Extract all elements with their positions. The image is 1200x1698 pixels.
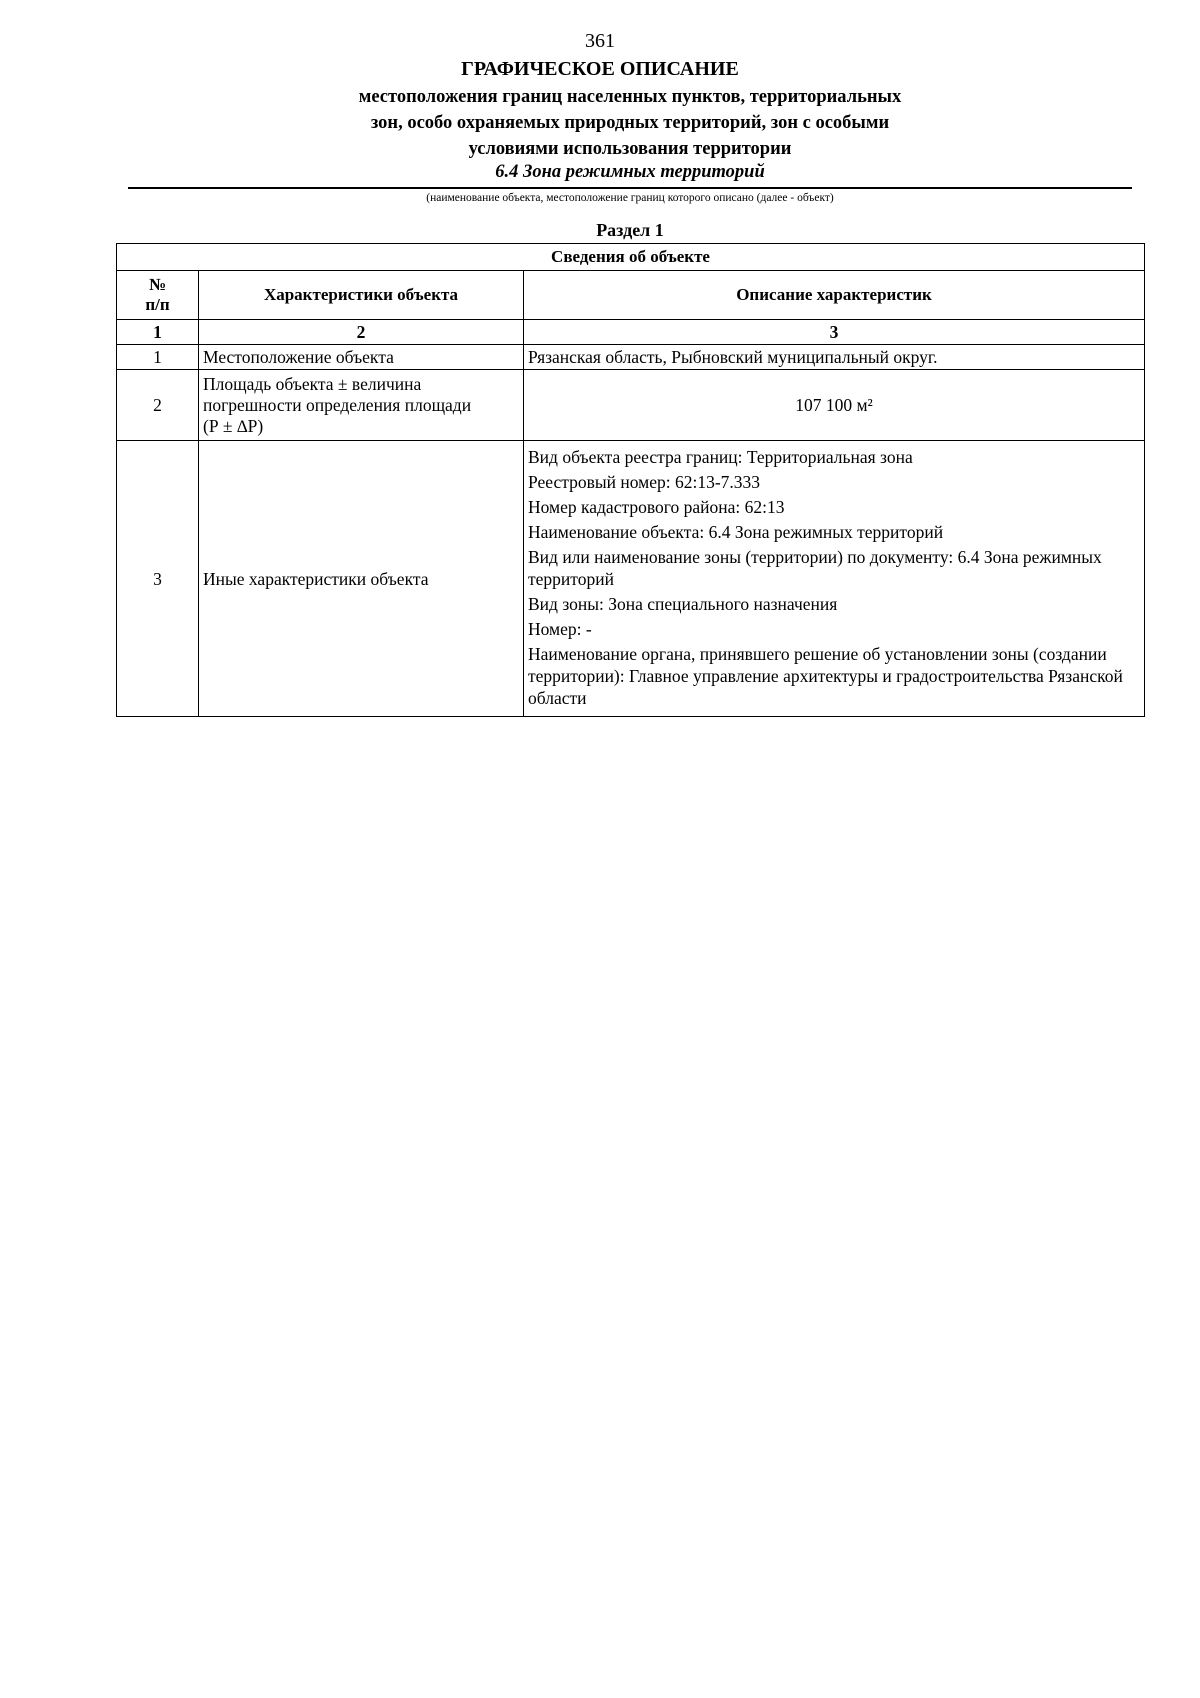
description-line: Вид зоны: Зона специального назначения	[528, 593, 838, 614]
column-index: 1	[117, 320, 199, 345]
header-description: Описание характеристик	[524, 271, 1145, 320]
row-characteristic: Местоположение объекта	[199, 345, 524, 370]
column-index: 3	[524, 320, 1145, 345]
underline-divider	[128, 187, 1132, 189]
characteristic-line: Площадь объекта ± величина	[203, 373, 422, 394]
header-number	[117, 271, 199, 320]
header-number-line2: п/п	[145, 295, 170, 314]
description-line: Наименование объекта: 6.4 Зона режимных территорий	[528, 521, 944, 542]
row-number: 2	[117, 370, 199, 441]
subtitle-line: условиями использования территории	[468, 139, 792, 159]
characteristic-line: (Р ± ∆Р)	[203, 415, 264, 436]
description-line: Номер кадастрового района: 62:13	[528, 496, 785, 517]
header-characteristics: Характеристики объекта	[199, 271, 524, 320]
table-row	[117, 370, 1145, 441]
description-line: Вид или наименование зоны (территории) по документу: 6.4 Зона режимных территорий	[528, 546, 1102, 589]
subtitle-line: местоположения границ населенных пунктов, территориальных	[358, 87, 902, 107]
header-number-line1: №	[148, 275, 167, 294]
table-caption-row	[117, 244, 1145, 271]
table-header-row	[117, 271, 1145, 320]
table-row	[117, 441, 1145, 717]
description-line: Номер: -	[528, 618, 592, 639]
subtitle-line: зон, особо охраняемых природных территорий, зон с особыми	[370, 113, 890, 133]
section-title: Раздел 1	[596, 220, 664, 240]
table-row	[117, 345, 1145, 370]
row-number: 3	[117, 441, 199, 717]
document-title: ГРАФИЧЕСКОЕ ОПИСАНИЕ	[461, 58, 739, 80]
description-line: Реестровый номер: 62:13-7.333	[528, 471, 761, 492]
object-info-table	[116, 243, 1145, 717]
column-index: 2	[199, 320, 524, 345]
object-name-caption: (наименование объекта, местоположение границ которого описано (далее - объект)	[426, 192, 834, 204]
object-name: 6.4 Зона режимных территорий	[495, 162, 765, 182]
page-number: 361	[585, 30, 615, 52]
row-description: Рязанская область, Рыбновский муниципальный округ.	[524, 345, 1145, 370]
table-caption: Сведения об объекте	[117, 244, 1145, 271]
column-index-row	[117, 320, 1145, 345]
description-line: Вид объекта реестра границ: Территориальная зона	[528, 446, 913, 467]
row-characteristic: Иные характеристики объекта	[199, 441, 524, 717]
document-subtitle	[200, 84, 1060, 162]
row-number: 1	[117, 345, 199, 370]
row-description	[524, 441, 1145, 717]
row-description: 107 100 м²	[524, 370, 1145, 441]
characteristic-line: погрешности определения площади	[203, 394, 472, 415]
row-characteristic	[199, 370, 524, 441]
description-line: Наименование органа, принявшего решение об установлении зоны (создании территории): Главное управление архитектуры и градостроительства Рязанской области	[528, 643, 1123, 708]
